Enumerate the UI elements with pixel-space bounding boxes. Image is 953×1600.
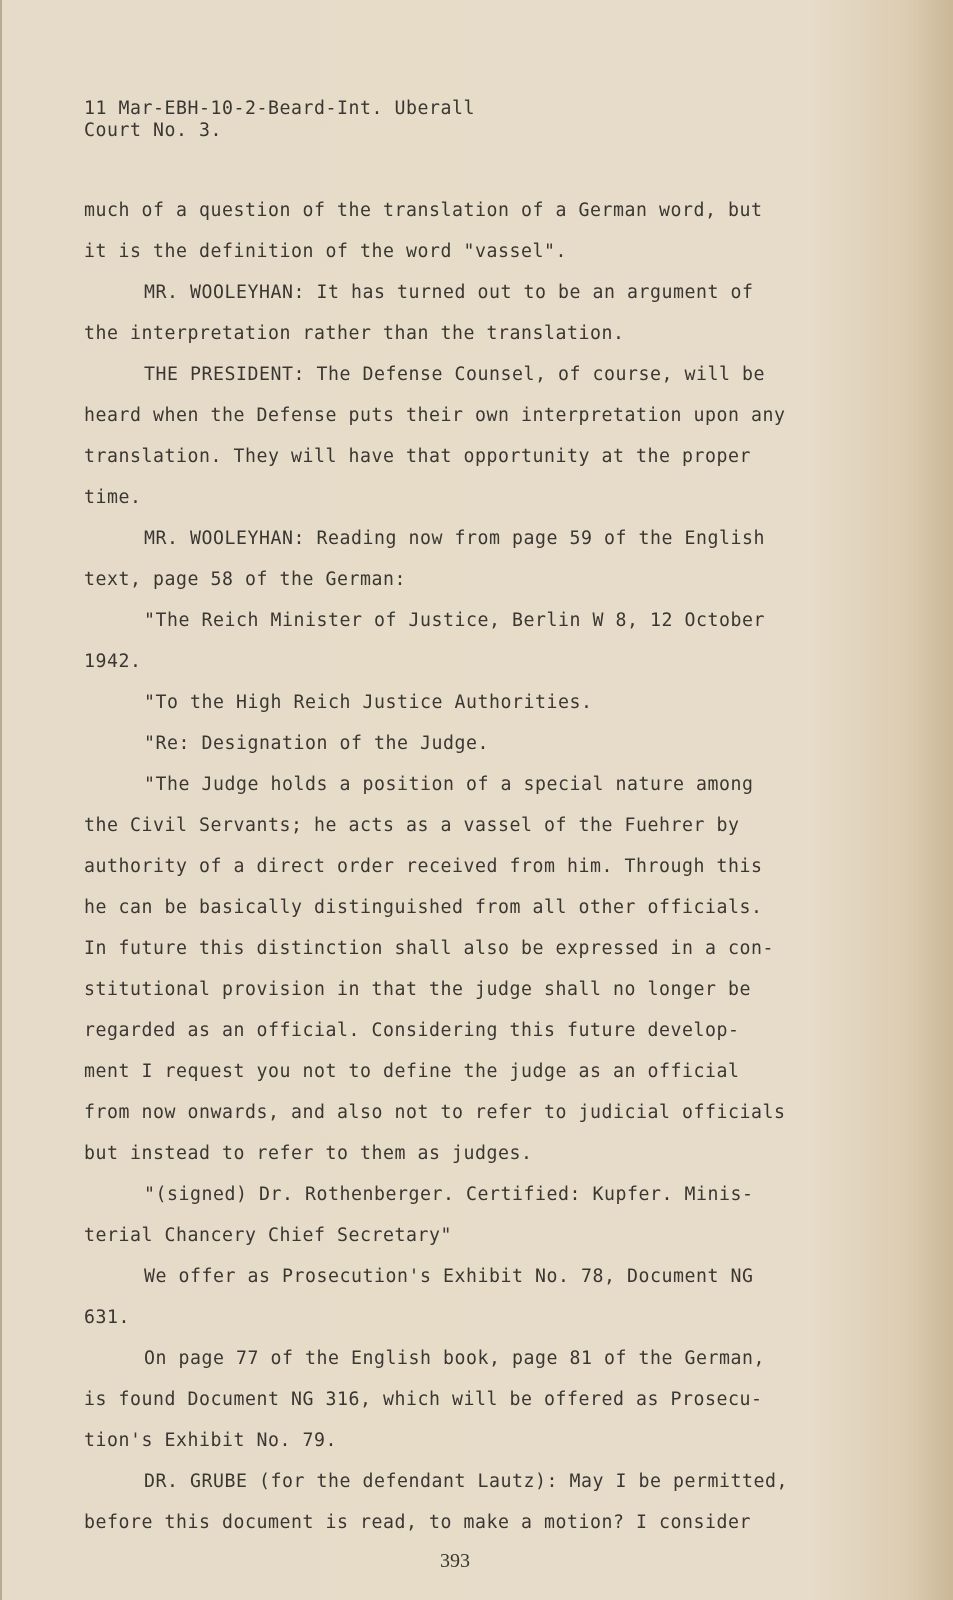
transcript-line: "Re: Designation of the Judge.	[144, 733, 489, 754]
transcript-line: We offer as Prosecution's Exhibit No. 78, Document NG	[144, 1266, 754, 1287]
transcript-line: time.	[84, 487, 142, 508]
header-court: Court No. 3.	[84, 120, 222, 141]
transcript-line: ment I request you not to define the judge as an official	[84, 1061, 740, 1082]
transcript-line: MR. WOOLEYHAN: Reading now from page 59 of the English	[144, 528, 765, 549]
transcript-line: 631.	[84, 1307, 130, 1328]
transcript-line: authority of a direct order received from him. Through this	[84, 856, 763, 877]
page-number: 393	[440, 1550, 470, 1572]
transcript-line: "The Reich Minister of Justice, Berlin W 8, 12 October	[144, 610, 765, 631]
transcript-line: tion's Exhibit No. 79.	[84, 1430, 337, 1451]
transcript-line: text, page 58 of the German:	[84, 569, 406, 590]
transcript-line: "(signed) Dr. Rothenberger. Certified: Kupfer. Minis-	[144, 1184, 754, 1205]
transcript-line: heard when the Defense puts their own interpretation upon any	[84, 405, 786, 426]
transcript-line: the interpretation rather than the translation.	[84, 323, 625, 344]
transcript-line: THE PRESIDENT: The Defense Counsel, of course, will be	[144, 364, 765, 385]
transcript-line: terial Chancery Chief Secretary"	[84, 1225, 452, 1246]
transcript-line: translation. They will have that opportunity at the proper	[84, 446, 751, 467]
transcript-line: it is the definition of the word "vassel".	[84, 241, 567, 262]
transcript-line: "To the High Reich Justice Authorities.	[144, 692, 593, 713]
transcript-line: On page 77 of the English book, page 81 of the German,	[144, 1348, 765, 1369]
transcript-line: before this document is read, to make a motion? I consider	[84, 1512, 751, 1533]
transcript-line: the Civil Servants; he acts as a vassel of the Fuehrer by	[84, 815, 740, 836]
transcript-line: regarded as an official. Considering this future develop-	[84, 1020, 740, 1041]
transcript-line: MR. WOOLEYHAN: It has turned out to be an argument of	[144, 282, 754, 303]
transcript-line: DR. GRUBE (for the defendant Lautz): May I be permitted,	[144, 1471, 788, 1492]
page-header	[84, 98, 475, 142]
transcript-line: 1942.	[84, 651, 142, 672]
transcript-line: is found Document NG 316, which will be offered as Prosecu-	[84, 1389, 763, 1410]
transcript-line: In future this distinction shall also be expressed in a con-	[84, 938, 774, 959]
transcript-line: much of a question of the translation of a German word, but	[84, 200, 763, 221]
header-reference: 11 Mar-EBH-10-2-Beard-Int. Uberall	[84, 98, 475, 119]
transcript-line: "The Judge holds a position of a special nature among	[144, 774, 754, 795]
transcript-line: from now onwards, and also not to refer to judicial officials	[84, 1102, 786, 1123]
transcript-body	[84, 198, 884, 1551]
transcript-line: stitutional provision in that the judge shall no longer be	[84, 979, 751, 1000]
transcript-line: he can be basically distinguished from all other officials.	[84, 897, 763, 918]
transcript-line: but instead to refer to them as judges.	[84, 1143, 533, 1164]
